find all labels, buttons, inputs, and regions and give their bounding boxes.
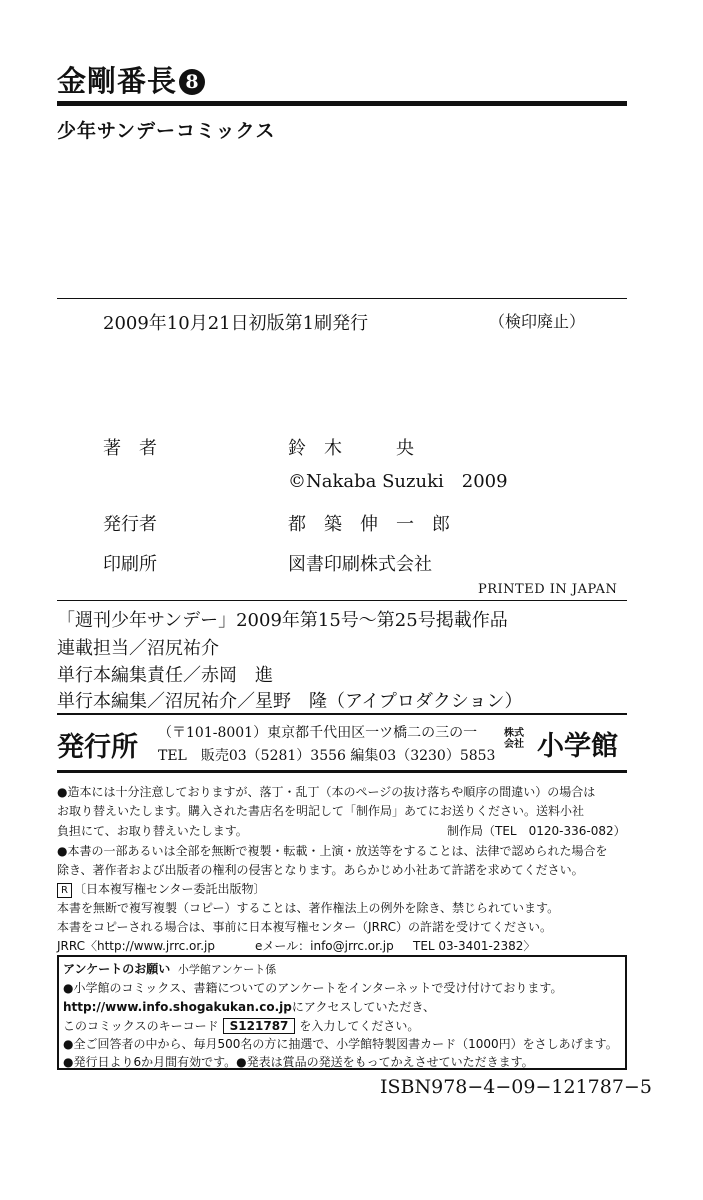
publisher-bottom-rule <box>57 770 627 773</box>
copyright-line: ©Nakaba Suzuki 2009 <box>288 471 508 492</box>
volume-editors: 単行本編集／沼尻祐介／星野 隆（アイプロダクション） <box>57 691 523 712</box>
survey-url-suffix: にアクセスしていただき、 <box>291 1000 436 1014</box>
survey-line-5: ●発行日より6か月間有効です。●発表は賞品の発送をもってかえさせていただきます。 <box>63 1055 534 1069</box>
survey-code-suffix: を入力してください。 <box>299 1019 420 1033</box>
serialization-source: 「週刊少年サンデー」2009年第15号〜第25号掲載作品 <box>57 610 508 631</box>
credit-value-publisher-person: 都 築 伸 一 郎 <box>288 514 450 535</box>
publisher-label: 発行所 <box>57 732 138 763</box>
survey-heading-sub: 小学館アンケート係 <box>177 963 277 976</box>
survey-line-4: ●全ご回答者の中から、毎月500名の方に抽選で、小学館特製図書カード（1000円）をさしあげます。 <box>63 1037 618 1051</box>
printed-in-japan: PRINTED IN JAPAN <box>478 582 618 597</box>
title-rule <box>57 101 627 106</box>
survey-code-prefix: このコミックスのキーコード <box>63 1019 219 1033</box>
isbn: ISBN978−4−09−121787−5 <box>380 1076 652 1098</box>
note-copy-2: 本書をコピーされる場合は、事前に日本複写権センター（JRRC）の許諾を受けてください。 <box>57 920 553 934</box>
survey-url[interactable]: http://www.info.shogakukan.co.jp <box>63 1000 292 1014</box>
publication-date: 2009年10月21日初版第1刷発行 <box>103 313 369 334</box>
note-defect-1: ●造本には十分注意しておりますが、落丁・乱丁（本のページの抜け落ちや順序の間違い）の場合は <box>57 785 596 799</box>
credit-label-publisher-person: 発行者 <box>103 514 157 535</box>
note-defect-3: 負担にて、お取り替えいたします。 <box>57 824 248 838</box>
company-type: 株式会社 <box>504 728 524 750</box>
note-defect-2: お取り替えいたします。購入された書店名を明記して「制作局」あてにお送りください。送料小社 <box>57 804 585 818</box>
serialization-editor: 連載担当／沼尻祐介 <box>57 638 219 659</box>
credit-label-author: 著 者 <box>103 438 157 459</box>
survey-line-2 <box>63 998 435 1015</box>
seal-abolished-note: （検印廃止） <box>489 312 586 331</box>
note-copy-1: 本書を無断で複写複製（コピー）することは、著作権法上の例外を除き、禁じられています。 <box>57 901 560 915</box>
volume-chief-editor: 単行本編集責任／赤岡 進 <box>57 665 273 686</box>
jrrc-commission-label: 〔日本複写権センター委託出版物〕 <box>74 882 266 896</box>
volume-badge: 8 <box>179 69 205 95</box>
jrrc-url: JRRC〈http://www.jrrc.or.jp <box>57 939 215 953</box>
publisher-tel: TEL 販売03（5281）3556 編集03（3230）5853 <box>158 748 496 764</box>
survey-line-3 <box>63 1017 419 1034</box>
survey-line-1: ●小学館のコミックス、書籍についてのアンケートをインターネットで受け付けております。 <box>63 981 563 995</box>
credit-value-author: 鈴 木 央 <box>288 438 414 459</box>
jrrc-tel: TEL 03-3401-2382〉 <box>413 939 536 953</box>
book-title-text: 金剛番長 <box>57 64 178 98</box>
note-copyright-1: ●本書の一部あるいは全部を無断で複製・転載・上演・放送等をすることは、法律で認められた場合を <box>57 844 608 858</box>
credit-value-printer: 図書印刷株式会社 <box>288 554 432 575</box>
survey-heading: アンケートのお願い <box>63 962 171 976</box>
survey-heading-row <box>63 960 276 977</box>
publisher-address: （〒101-8001）東京都千代田区一ツ橋二の三の一 <box>158 725 478 741</box>
jrrc-email: eメール：info@jrrc.or.jp <box>255 939 394 953</box>
publisher-name: 小学館 <box>537 731 618 762</box>
key-code: S121787 <box>223 1018 296 1034</box>
book-title <box>57 59 205 100</box>
date-rule <box>57 298 627 299</box>
r-mark-icon: R <box>57 883 72 898</box>
note-jrrc-heading <box>57 880 266 898</box>
note-copyright-2: 除き、著作者および出版者の権利の侵害となります。あらかじめ小社あて許諾を求めてください。 <box>57 863 584 877</box>
imprint-label: 少年サンデーコミックス <box>57 120 276 142</box>
production-dept-tel: 制作局（TEL 0120-336-082） <box>447 824 626 838</box>
publisher-top-rule <box>57 713 627 715</box>
credit-label-printer: 印刷所 <box>103 554 157 575</box>
printed-rule <box>57 600 627 601</box>
